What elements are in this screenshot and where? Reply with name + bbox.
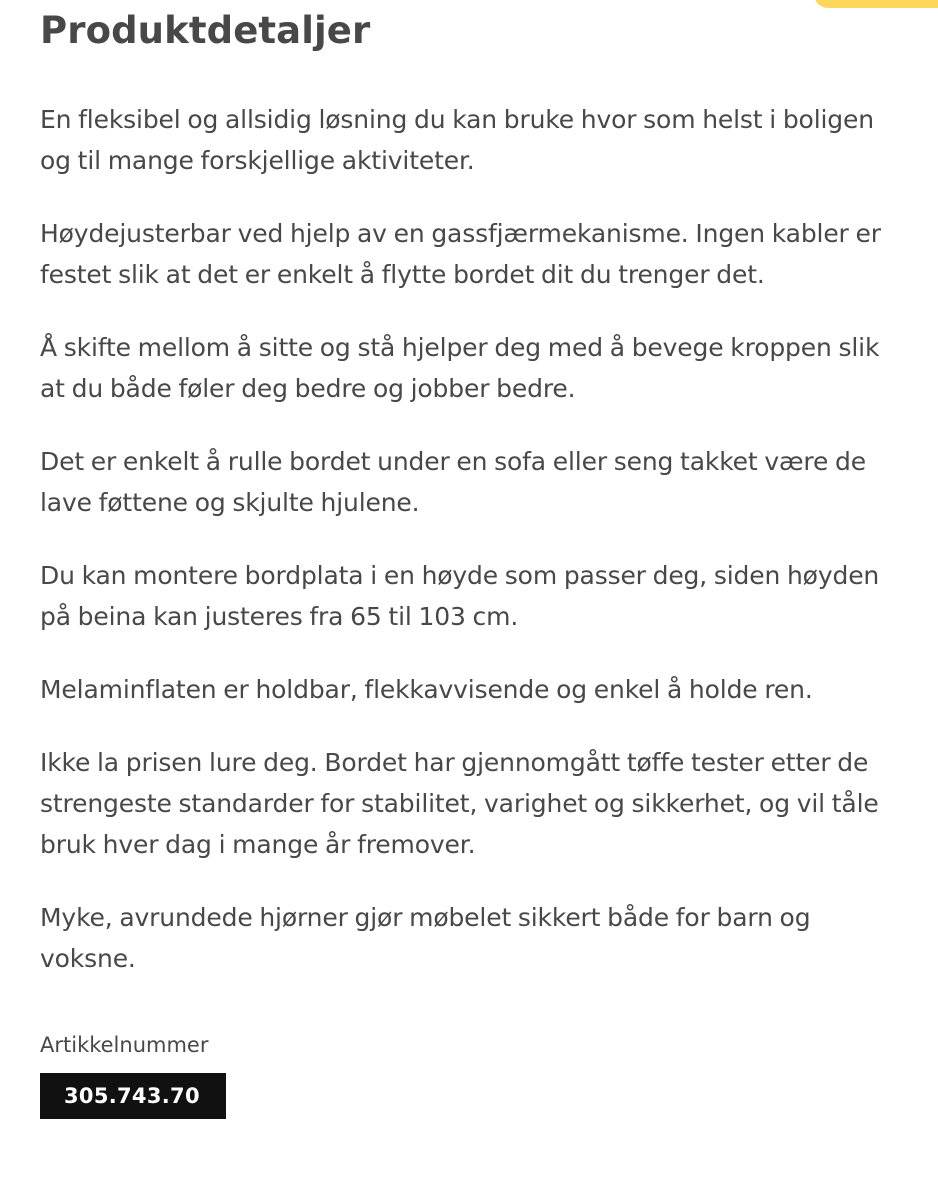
- description-paragraph: Ikke la prisen lure deg. Bordet har gjennomgått tøffe tester etter de strengeste standarder for stabilitet, varighet og sikkerhet, og vil tåle bruk hver dag i mange år fremover.: [40, 748, 879, 859]
- description-paragraph: Å skifte mellom å sitte og stå hjelper deg med å bevege kroppen slik at du både føler deg bedre og jobber bedre.: [40, 333, 880, 403]
- description-paragraph: Høydejusterbar ved hjelp av en gassfjærmekanisme. Ingen kabler er festet slik at det er enkelt å flytte bordet dit du trenger det.: [40, 219, 881, 289]
- description-paragraph: En fleksibel og allsidig løsning du kan bruke hvor som helst i boligen og til mange forskjellige aktiviteter.: [40, 105, 874, 175]
- description-paragraph: Myke, avrundede hjørner gjør møbelet sikkert både for barn og voksne.: [40, 903, 811, 973]
- description-paragraphs: [40, 99, 910, 979]
- description-paragraph: Det er enkelt å rulle bordet under en sofa eller seng takket være de lave føttene og skjulte hjulene.: [40, 447, 866, 517]
- description-paragraph: Du kan montere bordplata i en høyde som passer deg, siden høyden på beina kan justeres fra 65 til 103 cm.: [40, 561, 880, 631]
- product-details-section: [40, 0, 910, 1119]
- article-number-badge: 305.743.70: [40, 1073, 226, 1119]
- description-paragraph: Melaminflaten er holdbar, flekkavvisende og enkel å holde ren.: [40, 675, 813, 704]
- article-number-label: Artikkelnummer: [40, 1033, 209, 1057]
- page-title: Produktdetaljer: [40, 9, 371, 52]
